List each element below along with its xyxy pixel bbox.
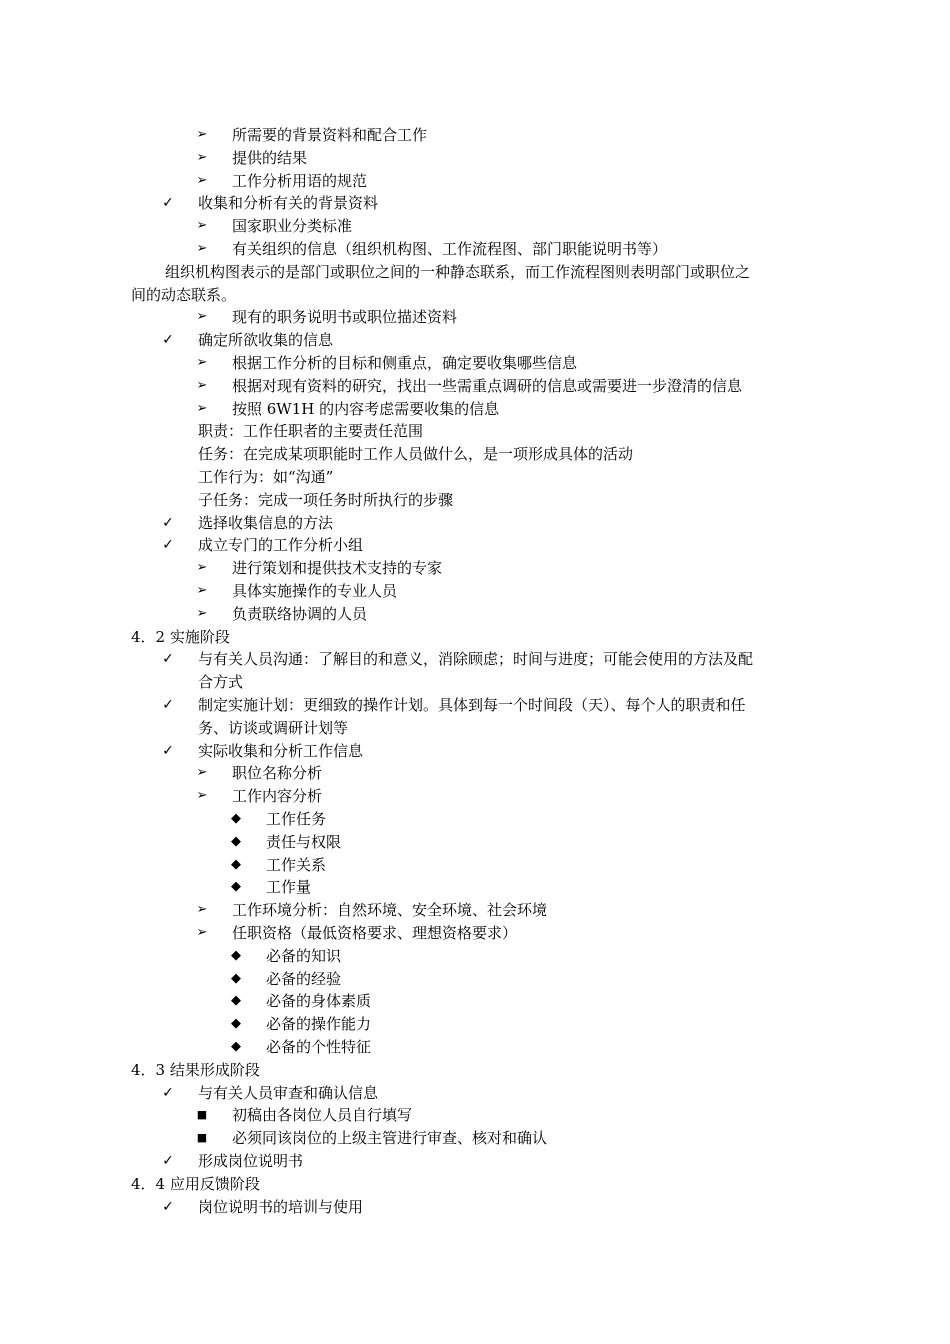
item-text: 制定实施计划：更细致的操作计划。具体到每一个时间段（天）、每个人的职责和任 xyxy=(198,696,746,714)
diamond-bullet-item xyxy=(0,990,950,1012)
arrow-bullet-item xyxy=(0,398,950,420)
item-text: 合方式 xyxy=(198,673,244,692)
arrow-bullet-item xyxy=(0,580,950,602)
item-text: 工作环境分析：自然环境、安全环境、社会环境 xyxy=(232,901,548,920)
check-bullet-item xyxy=(0,329,950,351)
item-text: 现有的职务说明书或职位描述资料 xyxy=(232,308,458,327)
diamond-bullet-item xyxy=(0,876,950,898)
arrow-bullet-icon: ➢ xyxy=(196,583,208,598)
checkmark-icon: ✓ xyxy=(162,195,174,212)
section-heading xyxy=(0,626,950,648)
item-text: 必备的身体素质 xyxy=(266,992,372,1011)
item-text: 初稿由各岗位人员自行填写 xyxy=(232,1106,413,1125)
arrow-bullet-icon: ➢ xyxy=(196,377,208,393)
diamond-bullet-item xyxy=(0,1013,950,1035)
arrow-bullet-icon: ➢ xyxy=(196,788,208,804)
diamond-bullet-icon: ◆ xyxy=(231,879,241,895)
item-text: 具体实施操作的专业人员 xyxy=(232,582,398,600)
item-text: 根据工作分析的目标和侧重点，确定要收集哪些信息 xyxy=(232,354,578,372)
section-heading xyxy=(0,1059,950,1081)
item-text: 确定所欲收集的信息 xyxy=(198,331,334,350)
item-text: 有关组织的信息（组织机构图、工作流程图、部门职能说明书等） xyxy=(232,240,668,258)
diamond-bullet-icon: ◆ xyxy=(231,947,241,963)
section-heading-text: 4．3 结果形成阶段 xyxy=(131,1060,260,1079)
item-text: 职位名称分析 xyxy=(232,764,323,783)
arrow-bullet-item xyxy=(0,215,950,237)
diamond-bullet-item xyxy=(0,808,950,830)
item-text: 与有关人员沟通：了解目的和意义，消除顾虑；时间与进度；可能会使用的方法及配 xyxy=(198,650,754,669)
arrow-bullet-item xyxy=(0,603,950,625)
item-text: 提供的结果 xyxy=(232,148,308,167)
item-text: 必备的操作能力 xyxy=(266,1015,372,1034)
paragraph-line xyxy=(0,261,950,283)
check-bullet-item xyxy=(0,534,950,556)
arrow-bullet-icon: ➢ xyxy=(196,400,208,416)
diamond-bullet-icon: ◆ xyxy=(231,970,241,986)
checkmark-icon: ✓ xyxy=(162,1084,174,1101)
item-text: 选择收集信息的方法 xyxy=(198,513,334,532)
section-heading-text: 4．4 应用反馈阶段 xyxy=(131,1174,260,1193)
arrow-bullet-icon: ➢ xyxy=(196,355,208,370)
continuation-line xyxy=(0,671,950,693)
arrow-bullet-icon: ➢ xyxy=(196,925,208,940)
item-text: 与有关人员审查和确认信息 xyxy=(198,1083,379,1102)
diamond-bullet-item xyxy=(0,945,950,967)
item-text: 必须同该岗位的上级主管进行审查、核对和确认 xyxy=(232,1129,548,1148)
paragraph-line xyxy=(0,284,950,306)
arrow-bullet-icon: ➢ xyxy=(196,127,208,142)
square-bullet-icon: ■ xyxy=(196,1108,208,1122)
arrow-bullet-icon: ➢ xyxy=(196,309,208,325)
diamond-bullet-icon: ◆ xyxy=(231,1039,241,1054)
item-text: 组织机构图表示的是部门或职位之间的一种静态联系，而工作流程图则表明部门或职位之 xyxy=(165,262,751,281)
item-text: 必备的知识 xyxy=(266,946,342,965)
arrow-bullet-icon: ➢ xyxy=(196,149,208,165)
item-text: 任职资格（最低资格要求、理想资格要求） xyxy=(232,924,518,942)
arrow-bullet-item xyxy=(0,238,950,260)
item-text: 工作关系 xyxy=(266,855,327,874)
item-text: 子任务：完成一项任务时所执行的步骤 xyxy=(198,490,454,509)
item-text: 收集和分析有关的背景资料 xyxy=(198,194,379,213)
check-bullet-item xyxy=(0,694,950,716)
arrow-bullet-icon: ➢ xyxy=(196,902,208,918)
diamond-bullet-item xyxy=(0,1036,950,1058)
check-bullet-item xyxy=(0,1150,950,1172)
diamond-bullet-item xyxy=(0,968,950,990)
item-text: 工作内容分析 xyxy=(232,787,323,806)
arrow-bullet-icon: ➢ xyxy=(196,218,208,234)
item-text: 工作行为：如“沟通” xyxy=(198,468,334,486)
item-text: 根据对现有资料的研究，找出一些需重点调研的信息或需要进一步澄清的信息 xyxy=(232,376,743,395)
arrow-bullet-item xyxy=(0,124,950,146)
item-text: 形成岗位说明书 xyxy=(198,1152,304,1170)
definition-line xyxy=(0,443,950,465)
check-bullet-item xyxy=(0,512,950,534)
definition-line xyxy=(0,420,950,442)
arrow-bullet-icon: ➢ xyxy=(196,765,208,781)
diamond-bullet-item xyxy=(0,831,950,853)
square-bullet-icon: ■ xyxy=(196,1131,208,1145)
check-bullet-item xyxy=(0,1196,950,1218)
arrow-bullet-icon: ➢ xyxy=(196,560,208,576)
arrow-bullet-item xyxy=(0,352,950,374)
check-bullet-item xyxy=(0,1082,950,1104)
item-text: 工作任务 xyxy=(266,810,327,828)
item-text: 必备的经验 xyxy=(266,969,342,988)
definition-line xyxy=(0,489,950,511)
square-bullet-item xyxy=(0,1127,950,1149)
arrow-bullet-icon: ➢ xyxy=(196,172,208,188)
diamond-bullet-icon: ◆ xyxy=(231,993,241,1009)
item-text: 务、访谈或调研计划等 xyxy=(198,718,349,737)
item-text: 职责：工作任职者的主要责任范围 xyxy=(198,422,424,441)
checkmark-icon: ✓ xyxy=(162,1198,174,1215)
diamond-bullet-icon: ◆ xyxy=(231,811,241,826)
checkmark-icon: ✓ xyxy=(162,1153,174,1169)
item-text: 责任与权限 xyxy=(266,832,342,851)
arrow-bullet-item xyxy=(0,147,950,169)
arrow-bullet-item xyxy=(0,762,950,784)
item-text: 负责联络协调的人员 xyxy=(232,604,368,623)
item-text: 成立专门的工作分析小组 xyxy=(198,536,364,555)
arrow-bullet-icon: ➢ xyxy=(196,605,208,621)
definition-line xyxy=(0,466,950,488)
checkmark-icon: ✓ xyxy=(162,697,174,713)
item-text: 岗位说明书的培训与使用 xyxy=(198,1197,364,1216)
diamond-bullet-icon: ◆ xyxy=(231,1016,241,1032)
check-bullet-item xyxy=(0,192,950,214)
item-text: 工作量 xyxy=(266,878,312,897)
section-heading xyxy=(0,1173,950,1195)
item-text: 国家职业分类标准 xyxy=(232,217,353,236)
checkmark-icon: ✓ xyxy=(162,537,174,554)
checkmark-icon: ✓ xyxy=(162,332,174,349)
arrow-bullet-item xyxy=(0,785,950,807)
item-text: 实际收集和分析工作信息 xyxy=(198,741,364,760)
item-text: 任务：在完成某项职能时工作人员做什么，是一项形成具体的活动 xyxy=(198,445,634,464)
square-bullet-item xyxy=(0,1104,950,1126)
diamond-bullet-icon: ◆ xyxy=(231,833,241,849)
item-text: 按照 6W1H 的内容考虑需要收集的信息 xyxy=(232,399,500,418)
check-bullet-item xyxy=(0,740,950,762)
arrow-bullet-icon: ➢ xyxy=(196,241,208,256)
arrow-bullet-item xyxy=(0,375,950,397)
item-text: 必备的个性特征 xyxy=(266,1038,372,1056)
item-text: 进行策划和提供技术支持的专家 xyxy=(232,559,443,578)
arrow-bullet-item xyxy=(0,557,950,579)
diamond-bullet-item xyxy=(0,854,950,876)
arrow-bullet-item xyxy=(0,899,950,921)
arrow-bullet-item xyxy=(0,922,950,944)
checkmark-icon: ✓ xyxy=(162,651,174,668)
item-text: 工作分析用语的规范 xyxy=(232,171,368,190)
arrow-bullet-item xyxy=(0,170,950,192)
check-bullet-item xyxy=(0,648,950,670)
continuation-line xyxy=(0,717,950,739)
checkmark-icon: ✓ xyxy=(162,514,174,531)
section-heading-text: 4．2 实施阶段 xyxy=(131,627,230,646)
checkmark-icon: ✓ xyxy=(162,742,174,759)
item-text: 所需要的背景资料和配合工作 xyxy=(232,126,428,144)
arrow-bullet-item xyxy=(0,306,950,328)
diamond-bullet-icon: ◆ xyxy=(231,856,241,872)
item-text: 间的动态联系。 xyxy=(131,285,237,304)
